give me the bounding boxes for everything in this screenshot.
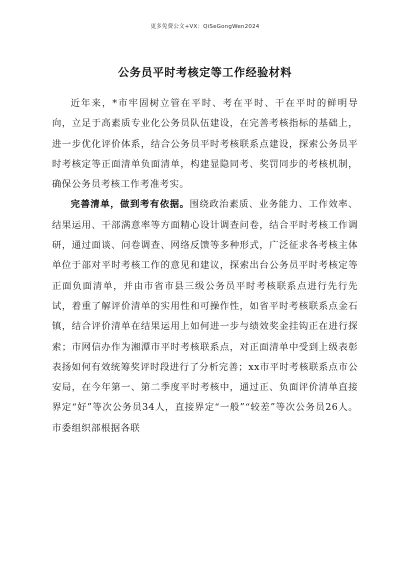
document-body [52, 94, 358, 439]
header-note: 更多免费公文+VX：QiSeGongWen2024 [150, 24, 260, 30]
paragraph-checklist-lead: 完善清单，做到考有依据。 [70, 199, 190, 211]
document-title: 公务员平时考核定等工作经验材料 [118, 66, 292, 79]
paragraph-checklist-text: 围绕政治素质、业务能力、工作效率、结果运用、干部满意率等方面精心设计调查问卷，结合平时考核工作调研，通过面谈、问卷调查、网络反馈等多种形式，广泛征求各考核主体单位于部对平时考核工作的意见和建议，探索出台公务员平时考核定等正面负面清单，并由市省市县三级公务员平时考核联系点进行先行先试，着重了解评价清单的实用性和可操作性，如省平时考核联系点金石镇，结合评价清单在结果运用上如何进一步与绩效奖金挂钩正在进行探索；市网信办作为湘潭市平时考核联系点，对正面清单中受到上级表彰表扬如何有效统筹奖评时段进行了分析完善；xx市平时考核联系点市公安局，在今年第一、第二季度平时考核中，通过正、负面评价清单直接界定“好”等次公务员34人，直接界定“一般”“较差”等次公务员26人。市委组织部根据各联 [52, 199, 358, 434]
paragraph-checklist [52, 195, 358, 439]
paragraph-intro [52, 94, 358, 195]
paragraph-intro-text: 近年来，*市牢固树立管在平时、考在平时、干在平时的鲜明导向，立足于高素质专业化公务员队伍建设，在完善考核指标的基础上，进一步优化评价体系，结合公务员平时考核联系点建设，探索公务员平时考核定等正面清单负面清单，构建显隐同考、奖罚同步的考核机制，确保公务员考核工作考准考实。 [52, 98, 358, 191]
